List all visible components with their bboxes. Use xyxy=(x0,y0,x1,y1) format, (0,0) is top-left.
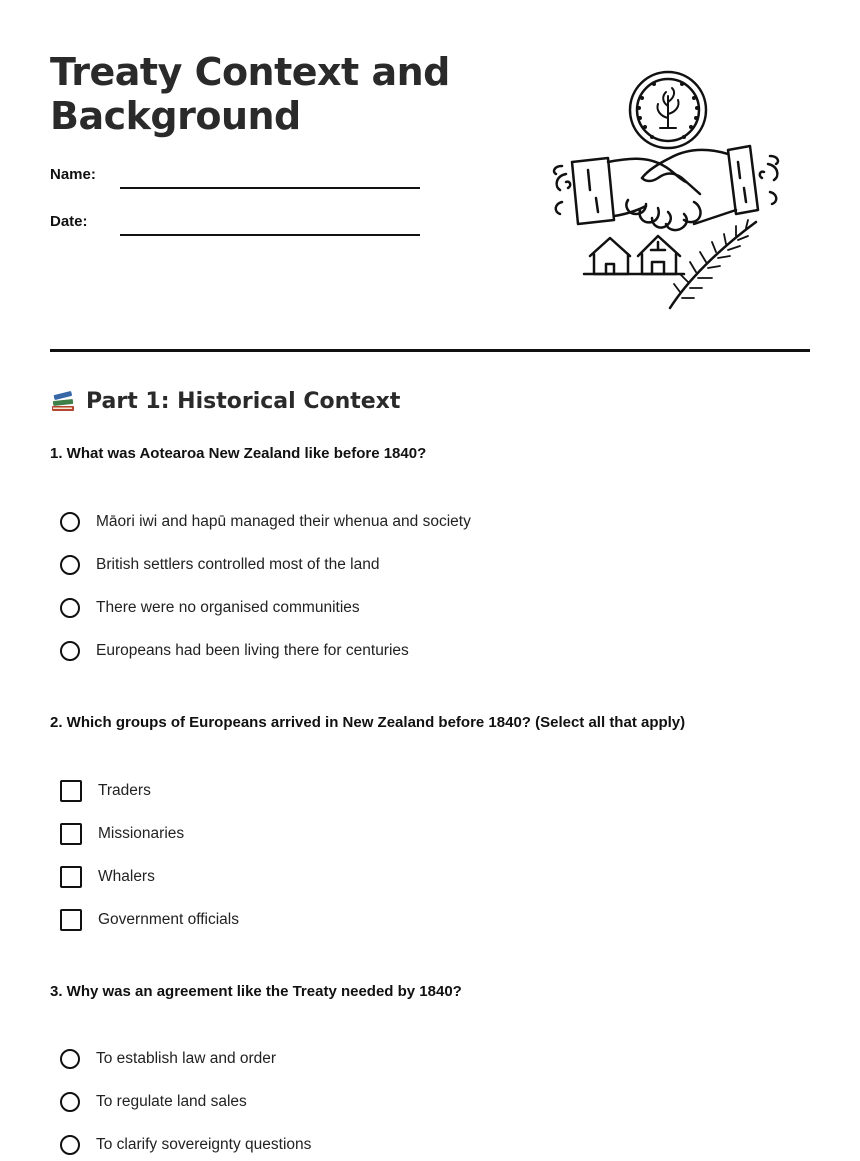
option-item[interactable] xyxy=(60,821,184,847)
radio-button[interactable] xyxy=(60,1049,80,1069)
option-label: Europeans had been living there for centuries xyxy=(96,642,409,659)
option-item[interactable] xyxy=(60,864,155,890)
checkbox[interactable] xyxy=(60,909,82,931)
radio-button[interactable] xyxy=(60,1092,80,1112)
option-label: Traders xyxy=(98,782,151,799)
header-divider xyxy=(50,349,810,352)
option-item[interactable] xyxy=(60,1089,247,1115)
option-item[interactable] xyxy=(60,552,379,578)
radio-button[interactable] xyxy=(60,1135,80,1155)
option-label: Māori iwi and hapū managed their whenua and society xyxy=(96,513,471,530)
section-title: Part 1: Historical Context xyxy=(86,388,401,414)
option-label: Missionaries xyxy=(98,825,185,842)
checkbox[interactable] xyxy=(60,866,82,888)
radio-button[interactable] xyxy=(60,512,80,532)
checkbox[interactable] xyxy=(60,823,82,845)
treaty-handshake-illustration xyxy=(548,70,788,315)
option-item[interactable] xyxy=(60,595,360,621)
option-item[interactable] xyxy=(60,509,471,535)
section-heading xyxy=(50,388,400,414)
option-item[interactable] xyxy=(60,907,239,933)
name-field-row xyxy=(50,166,430,196)
date-label: Date: xyxy=(50,213,88,230)
question-1: 1. What was Aotearoa New Zealand like before 1840? xyxy=(50,445,427,462)
option-label: Whalers xyxy=(98,868,155,885)
radio-button[interactable] xyxy=(60,555,80,575)
option-item[interactable] xyxy=(60,638,409,664)
name-label: Name: xyxy=(50,166,96,183)
checkbox[interactable] xyxy=(60,780,82,802)
question-2: 2. Which groups of Europeans arrived in New Zealand before 1840? (Select all that apply) xyxy=(50,714,686,731)
radio-button[interactable] xyxy=(60,598,80,618)
date-field-row xyxy=(50,213,430,243)
question-3: 3. Why was an agreement like the Treaty needed by 1840? xyxy=(50,983,462,1000)
option-label: To regulate land sales xyxy=(96,1093,247,1110)
option-item[interactable] xyxy=(60,778,151,804)
option-label: There were no organised communities xyxy=(96,599,360,616)
radio-button[interactable] xyxy=(60,641,80,661)
name-input-line[interactable] xyxy=(120,187,420,189)
page-title: Treaty Context and Background xyxy=(50,50,450,138)
option-label: British settlers controlled most of the land xyxy=(96,556,380,573)
books-icon xyxy=(50,388,76,414)
date-input-line[interactable] xyxy=(120,234,420,236)
option-label: To clarify sovereignty questions xyxy=(96,1136,312,1153)
option-item[interactable] xyxy=(60,1046,276,1072)
option-item[interactable] xyxy=(60,1132,311,1158)
option-label: To establish law and order xyxy=(96,1050,277,1067)
option-label: Government officials xyxy=(98,911,239,928)
